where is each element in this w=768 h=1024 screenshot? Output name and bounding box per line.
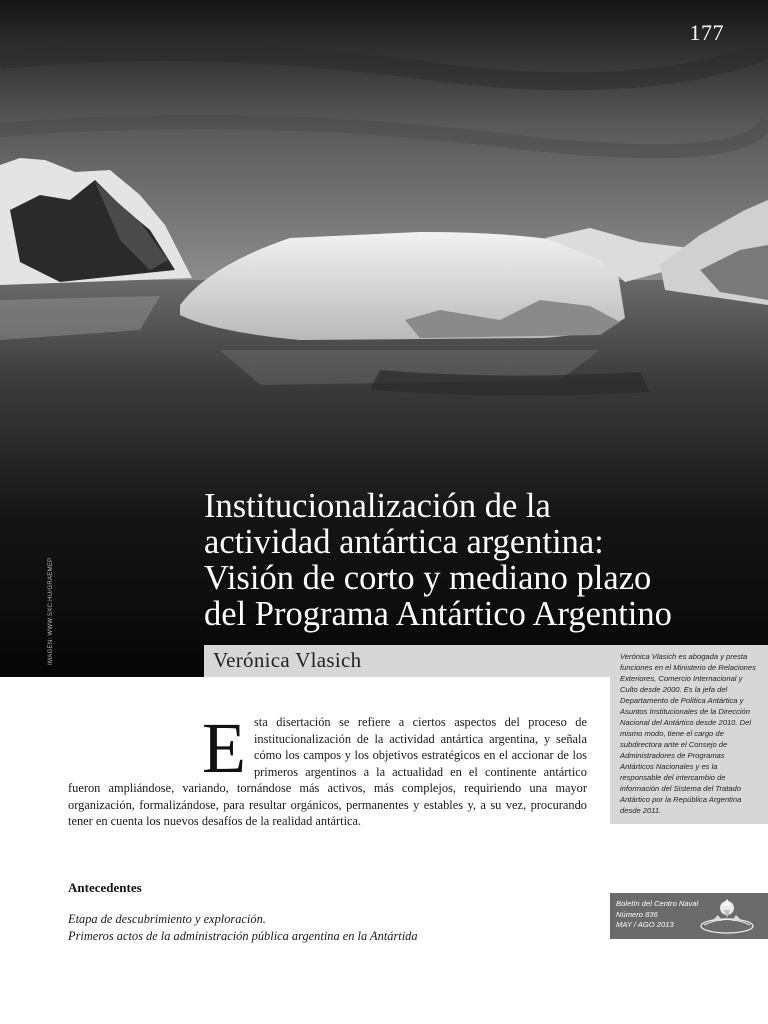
publication-info: [610, 893, 768, 939]
author-bio: Verónica Vlasich es abogada y presta funciones en el Ministerio de Relaciones Exteriores, Comercio Internacional y Culto desde 2000. Es la jefa del Departamento de Política Antártica y Asuntos Institucionales de la Dirección Nacional del Antártico desde 2010. Del mismo modo, tiene el cargo de subdirectora ante el Consejo de Administradores de Programas Antárticos Nacionales y es la responsable del intercambio de información del Sistema del Tratado Antártico por la República Argentina desde 2011.: [620, 652, 756, 815]
subsection-title: Primeros actos de la administración pública argentina en la Antártida: [68, 929, 418, 943]
subsection-title: Etapa de descubrimiento y exploración.: [68, 912, 266, 926]
naval-emblem-icon: [698, 896, 756, 936]
image-credit: IMAGEN: WWW.SXC.HU/GRAEMEP: [48, 557, 54, 665]
publication-issue: Número 836: [616, 909, 658, 919]
page-number: 177: [689, 20, 724, 45]
intro-paragraph: [68, 708, 587, 830]
title-line: Visión de corto y mediano plazo: [204, 559, 652, 597]
publication-date: MAY / AGO 2013: [616, 920, 674, 929]
author-bar: [204, 645, 610, 677]
drop-cap: E: [202, 708, 246, 788]
title-line: Institucionalización de la: [204, 487, 551, 525]
section-heading: Antecedentes: [68, 880, 142, 895]
title-line: actividad antártica argentina:: [204, 523, 604, 561]
author-name: Verónica Vlasich: [213, 648, 362, 672]
author-bio-box: [610, 645, 768, 824]
title-line: del Programa Antártico Argentino: [204, 595, 672, 633]
article-title: [204, 488, 764, 632]
publication-name: Boletín del Centro Naval: [616, 899, 699, 908]
intro-text: sta disertación se refiere a ciertos aspectos del proceso de institucionalización de la actividad antártica argentina, y señala cómo los campos y los objetivos estratégicos en el accionar de los primeros argentinos a la actualidad en el continente antártico fueron ampliándose, variando, tornándose más activos, más complejos, requiriendo una mayor organización, formalizándose, para resultar orgánicos, permanentes y estables y, a su vez, procurando tener en cuenta los nuevos desafíos de la realidad antártica.: [68, 715, 587, 828]
